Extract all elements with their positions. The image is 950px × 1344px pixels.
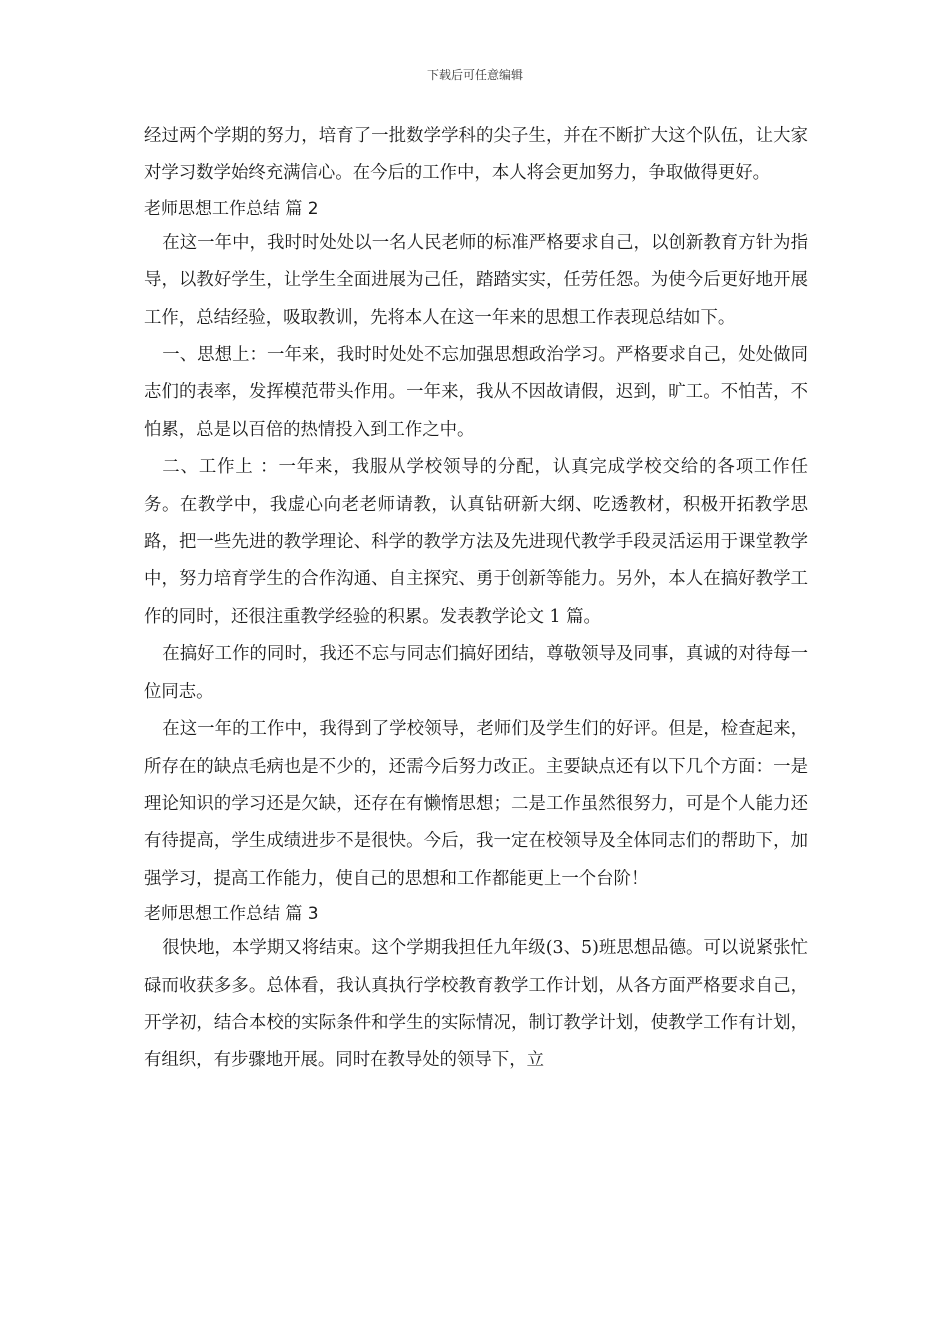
paragraph-work: 二、工作上 ：一年来，我服从学校领导的分配，认真完成学校交给的各项工作任务。在教学中，我虚心向老老师请教，认真钻研新大纲、吃透教材，积极开拓教学思路，把一些先进的教学理论、科学的教学方法及先进现代教学手段灵活运用于课堂教学中，努力培育学生的合作沟通、自主探究、勇于创新等能力。另外，本人在搞好教学工作的同时，还很注重教学经验的积累。发表教学论文 1 篇。 — [144, 457, 808, 627]
paragraph-thought: 一、思想上：一年来，我时时处处不忘加强思想政治学习。严格要求自己，处处做同志们的表率，发挥模范带头作用。一年来，我从不因故请假，迟到，旷工。不怕苦，不怕累，总是以百倍的热情投入到工作之中。 — [144, 345, 808, 440]
document-body — [144, 118, 808, 1080]
paragraph-unity: 在搞好工作的同时，我还不忘与同志们搞好团结，尊敬领导及同事，真诚的对待每一位同志。 — [144, 644, 808, 702]
header-note: 下载后可任意编辑 — [426, 68, 523, 82]
paragraph-intro: 在这一年中，我时时处处以一名人民老师的标准严格要求自己，以创新教育方针为指导，以教好学生，让学生全面进展为己任，踏踏实实，任劳任怨。为使今后更好地开展工作，总结经验，吸取教训，先将本人在这一年来的思想工作表现总结如下。 — [144, 232, 808, 328]
section-heading-2: 老师思想工作总结 篇 2 — [144, 198, 319, 219]
paragraph-semester: 很快地，本学期又将结束。这个学期我担任九年级(3、5)班思想品德。可以说紧张忙碌而收获多多。总体看，我认真执行学校教育教学工作计划，从各方面严格要求自己，开学初，结合本校的实际条件和学生的实际情况，制订教学计划，使教学工作有计划，有组织，有步骤地开展。同时在教导处的领导下，立 — [144, 938, 808, 1071]
paragraph-continuation: 经过两个学期的努力，培育了一批数学学科的尖子生，并在不断扩大这个队伍，让大家对学习数学始终充满信心。在今后的工作中，本人将会更加努力，争取做得更好。 — [144, 126, 808, 184]
section-heading-3: 老师思想工作总结 篇 3 — [144, 904, 319, 925]
paragraph-review: 在这一年的工作中，我得到了学校领导，老师们及学生们的好评。但是，检查起来，所存在的缺点毛病也是不少的，还需今后努力改正。主要缺点还有以下几个方面：一是理论知识的学习还是欠缺，还存在有懒惰思想；二是工作虽然很努力，可是个人能力还有待提高，学生成绩进步不是很快。今后，我一定在校领导及全体同志们的帮助下，加强学习，提高工作能力，使自己的思想和工作都能更上一个台阶！ — [144, 719, 808, 889]
